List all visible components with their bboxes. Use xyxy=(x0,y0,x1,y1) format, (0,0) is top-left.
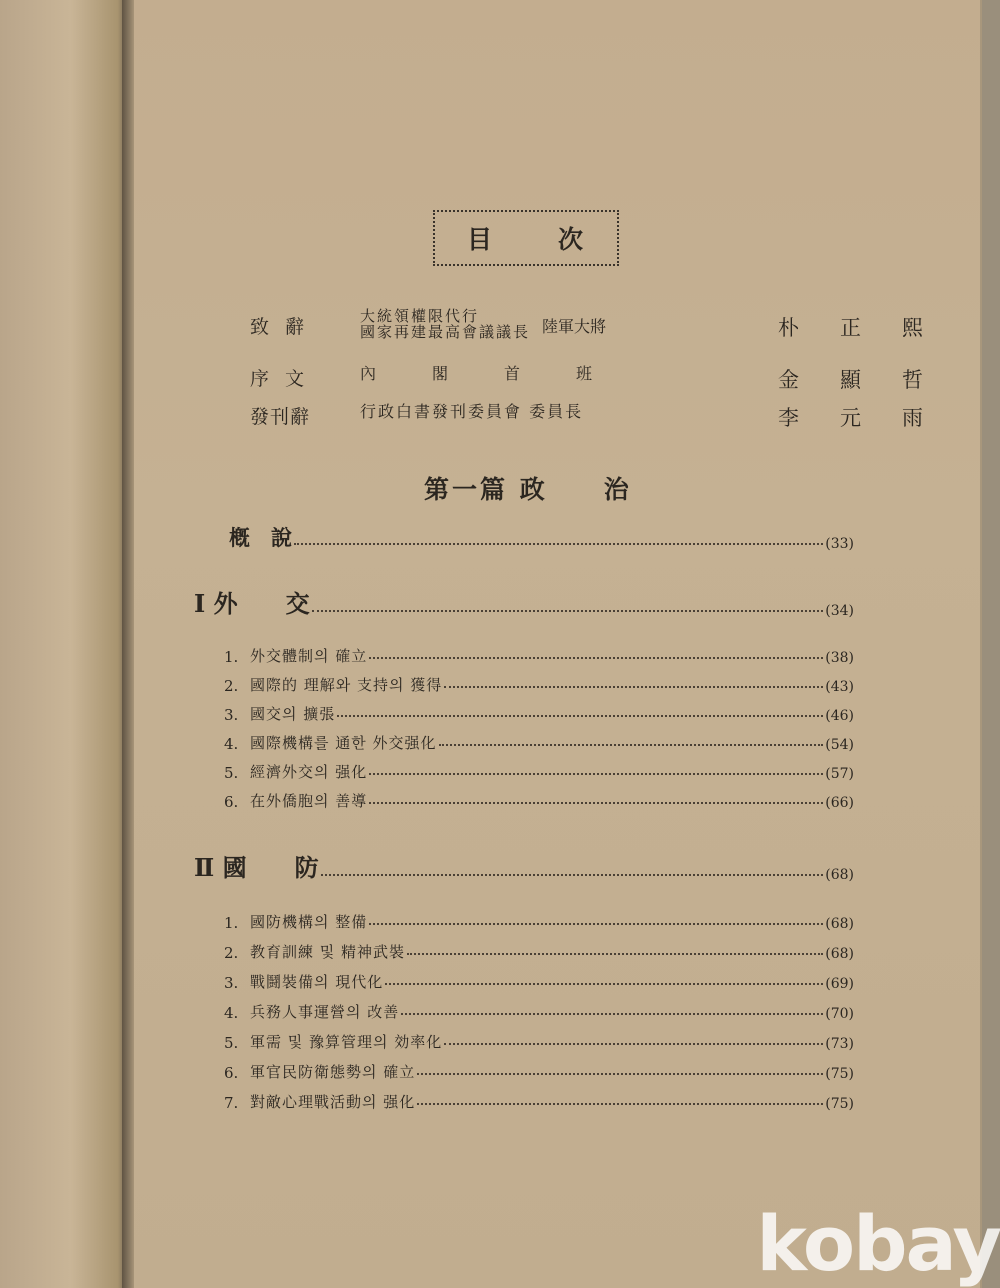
page-number: (46) xyxy=(825,708,854,724)
front-label: 致 辭 xyxy=(250,316,310,338)
dot-leader xyxy=(369,657,823,659)
toc-item xyxy=(224,702,854,724)
chapter-label: Ⅱ 國 防 xyxy=(194,853,319,882)
dot-leader xyxy=(401,1013,823,1015)
name-char: 哲 xyxy=(902,368,923,392)
page-number: (70) xyxy=(825,1006,854,1022)
page-number: (73) xyxy=(825,1036,854,1052)
dot-leader xyxy=(369,773,823,775)
item-number: 4. xyxy=(224,1004,239,1022)
name-char: 朴 xyxy=(778,316,799,340)
page-number: (66) xyxy=(825,795,854,811)
toc-item xyxy=(224,1030,854,1052)
page-number: (69) xyxy=(825,976,854,992)
page-number: (34) xyxy=(825,603,854,619)
front-matter-row xyxy=(250,398,923,430)
item-number: 7. xyxy=(224,1094,239,1112)
item-number: 6. xyxy=(224,1064,239,1082)
front-matter-row xyxy=(250,360,923,392)
front-rank: 陸軍大將 xyxy=(542,317,607,336)
item-text: 國際機構를 通한 外交强化 xyxy=(250,734,437,752)
front-name xyxy=(778,312,923,342)
item-text: 國防機構의 整備 xyxy=(250,913,368,931)
toc-item xyxy=(224,970,854,992)
page-number: (75) xyxy=(825,1066,854,1082)
part-title: 第一篇 政 治 xyxy=(424,475,632,504)
item-text: 軍官民防衛態勢의 確立 xyxy=(250,1063,416,1081)
dot-leader xyxy=(444,686,823,688)
toc-item xyxy=(224,1090,854,1112)
front-name xyxy=(778,364,923,394)
toc-item xyxy=(224,1000,854,1022)
toc-title-char-1: 目 xyxy=(466,225,494,254)
toc-item xyxy=(224,644,854,666)
dot-leader xyxy=(385,983,823,985)
dot-leader xyxy=(312,610,824,612)
page-number: (54) xyxy=(825,737,854,753)
item-text: 軍需 및 豫算管理의 効率化 xyxy=(250,1033,443,1051)
item-text: 外交體制의 確立 xyxy=(250,647,368,665)
toc-item xyxy=(224,1060,854,1082)
front-org: 內 閣 首 班 xyxy=(360,364,595,383)
org-line-2: 國家再建最高會議議長 xyxy=(360,323,531,341)
item-text: 國際的 理解와 支持의 獲得 xyxy=(250,676,443,694)
dot-leader xyxy=(417,1103,823,1105)
front-label: 序 文 xyxy=(250,368,310,390)
overview-entry xyxy=(229,522,854,552)
chapter-label: Ⅰ 外 交 xyxy=(194,589,310,618)
name-char: 李 xyxy=(778,406,799,430)
front-org xyxy=(360,308,530,340)
name-char: 雨 xyxy=(902,406,923,430)
watermark-logo: kobay xyxy=(756,1199,1000,1288)
left-page-edge xyxy=(0,0,128,1288)
item-number: 6. xyxy=(224,793,239,811)
dot-leader xyxy=(369,923,823,925)
page-number: (33) xyxy=(825,536,854,552)
page-number: (75) xyxy=(825,1096,854,1112)
chapter-heading xyxy=(194,848,854,883)
dot-leader xyxy=(407,953,823,955)
item-text: 戰鬪裝備의 現代化 xyxy=(250,973,384,991)
item-number: 2. xyxy=(224,677,239,695)
dot-leader xyxy=(337,715,823,717)
dot-leader xyxy=(321,874,824,876)
toc-item xyxy=(224,673,854,695)
dot-leader xyxy=(294,543,823,545)
dot-leader xyxy=(439,744,824,746)
item-number: 1. xyxy=(224,648,239,666)
toc-title-char-2: 次 xyxy=(557,225,585,254)
name-char: 熙 xyxy=(902,316,923,340)
item-number: 3. xyxy=(224,706,239,724)
item-text: 兵務人事運營의 改善 xyxy=(250,1003,400,1021)
name-char: 元 xyxy=(840,406,861,430)
item-number: 4. xyxy=(224,735,239,753)
item-text: 教育訓練 및 精神武裝 xyxy=(250,943,406,961)
item-text: 在外僑胞의 善導 xyxy=(250,792,368,810)
item-number: 5. xyxy=(224,1034,239,1052)
toc-item xyxy=(224,910,854,932)
name-char: 金 xyxy=(778,368,799,392)
toc-item xyxy=(224,731,854,753)
item-number: 1. xyxy=(224,914,239,932)
page-number: (68) xyxy=(825,867,854,883)
dot-leader xyxy=(369,802,823,804)
name-char: 正 xyxy=(840,316,861,340)
overview-label: 槪 說 xyxy=(229,525,292,550)
front-matter-row xyxy=(250,307,923,341)
dot-leader xyxy=(444,1043,823,1045)
front-name xyxy=(778,402,923,432)
page-number: (68) xyxy=(825,916,854,932)
dot-leader xyxy=(417,1073,823,1075)
page-number: (68) xyxy=(825,946,854,962)
book-page xyxy=(134,0,982,1288)
toc-item xyxy=(224,760,854,782)
page-number: (57) xyxy=(825,766,854,782)
item-text: 對敵心理戰活動의 强化 xyxy=(250,1093,416,1111)
front-org: 行政白書發刊委員會 委員長 xyxy=(360,402,584,421)
toc-title-box xyxy=(433,210,619,266)
item-text: 經濟外交의 强化 xyxy=(250,763,368,781)
page-number: (43) xyxy=(825,679,854,695)
toc-item xyxy=(224,940,854,962)
item-number: 3. xyxy=(224,974,239,992)
item-number: 5. xyxy=(224,764,239,782)
front-label: 發刊辭 xyxy=(250,406,311,428)
name-char: 顯 xyxy=(840,368,861,392)
item-text: 國交의 擴張 xyxy=(250,705,336,723)
page-number: (38) xyxy=(825,650,854,666)
item-number: 2. xyxy=(224,944,239,962)
chapter-heading xyxy=(194,584,854,619)
toc-item xyxy=(224,789,854,811)
org-line-1: 大統領權限代行 xyxy=(360,307,480,325)
